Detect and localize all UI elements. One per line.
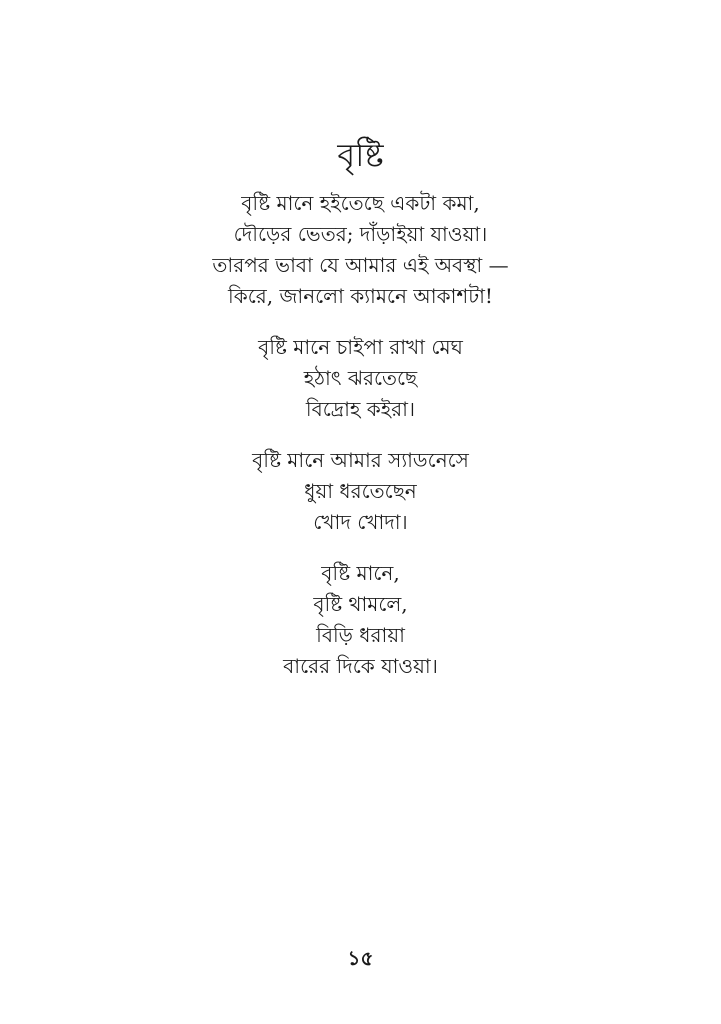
poem-line: ধুয়া ধরতেছেন xyxy=(304,479,417,503)
poem-line: বিড়ি ধরায়া xyxy=(316,623,405,647)
stanza-3 xyxy=(0,445,721,538)
poem-line: বৃষ্টি মানে চাইপা রাখা মেঘ xyxy=(258,335,463,359)
page-number: ১৫ xyxy=(347,946,374,970)
poem-line: খোদ খোদা। xyxy=(313,510,408,534)
poem-line: কিরে, জানলো ক্যামনে আকাশটা! xyxy=(228,284,493,308)
poem-line: বৃষ্টি মানে আমার স্যাডনেসে xyxy=(252,448,469,472)
poem-line: বৃষ্টি মানে, xyxy=(321,561,400,585)
poem-line: বৃষ্টি থামলে, xyxy=(313,592,408,616)
poem-line: তারপর ভাবা যে আমার এই অবস্থা — xyxy=(212,253,509,277)
poem-body xyxy=(0,188,721,702)
poem-line: বারের দিকে যাওয়া। xyxy=(283,654,438,678)
stanza-4 xyxy=(0,558,721,682)
poem-line: দৌড়ের ভেতর; দাঁড়াইয়া যাওয়া। xyxy=(233,222,488,246)
stanza-1 xyxy=(0,188,721,312)
poem-title: বৃষ্টি xyxy=(337,136,384,175)
poem-line: বৃষ্টি মানে হইতেছে একটা কমা, xyxy=(241,191,480,215)
poem-line: বিদ্রোহ কইরা। xyxy=(305,397,416,421)
poem-line: হঠাৎ ঝরতেছে xyxy=(303,366,418,390)
stanza-2 xyxy=(0,332,721,425)
